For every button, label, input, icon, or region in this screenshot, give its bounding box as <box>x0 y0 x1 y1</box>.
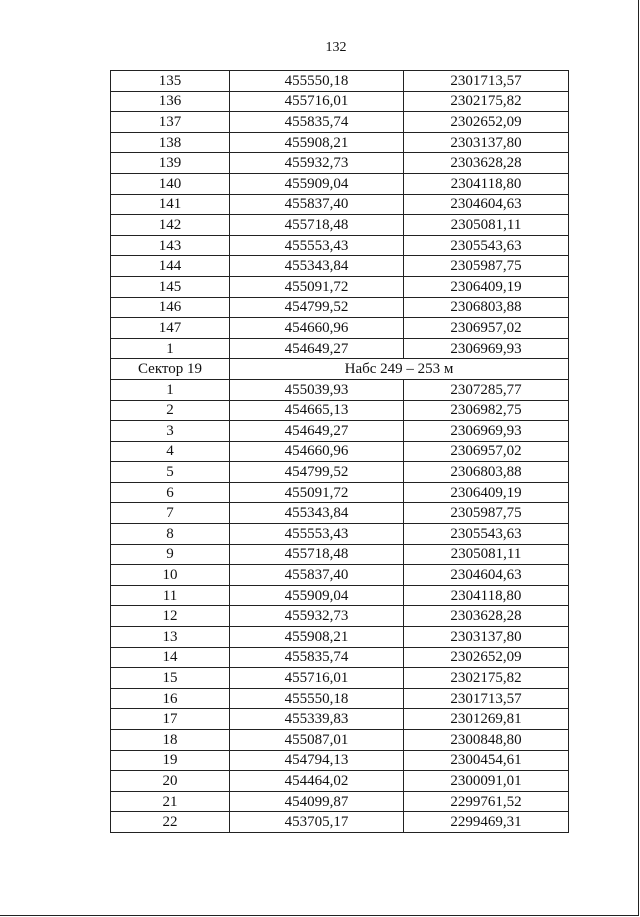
coord-y: 2306982,75 <box>404 400 569 421</box>
coord-y: 2303137,80 <box>404 132 569 153</box>
coord-x: 455718,48 <box>230 215 404 236</box>
coord-y: 2302175,82 <box>404 91 569 112</box>
coord-x: 454665,13 <box>230 400 404 421</box>
table-row <box>111 585 569 606</box>
coord-x: 455932,73 <box>230 606 404 627</box>
coord-x: 454799,52 <box>230 297 404 318</box>
coord-y: 2301269,81 <box>404 709 569 730</box>
page-number: 132 <box>325 40 347 55</box>
table-row <box>111 297 569 318</box>
point-number: 22 <box>111 812 230 833</box>
table-row <box>111 750 569 771</box>
coord-y: 2306803,88 <box>404 462 569 483</box>
table-row <box>111 709 569 730</box>
coord-y: 2306969,93 <box>404 421 569 442</box>
point-number: 142 <box>111 215 230 236</box>
table-row <box>111 791 569 812</box>
table-row <box>111 112 569 133</box>
table-row <box>111 462 569 483</box>
coord-x: 454099,87 <box>230 791 404 812</box>
coord-x: 455716,01 <box>230 91 404 112</box>
table-row <box>111 379 569 400</box>
table-row <box>111 400 569 421</box>
coord-y: 2302652,09 <box>404 112 569 133</box>
coord-y: 2305081,11 <box>404 544 569 565</box>
coord-x: 455932,73 <box>230 153 404 174</box>
point-number: 136 <box>111 91 230 112</box>
sector-row <box>111 359 569 380</box>
coord-y: 2300091,01 <box>404 771 569 792</box>
point-number: 2 <box>111 400 230 421</box>
point-number: 9 <box>111 544 230 565</box>
table-row <box>111 627 569 648</box>
coord-x: 455837,40 <box>230 565 404 586</box>
table-row <box>111 153 569 174</box>
coord-y: 2302652,09 <box>404 647 569 668</box>
table-row <box>111 544 569 565</box>
coord-y: 2299761,52 <box>404 791 569 812</box>
coord-y: 2302175,82 <box>404 668 569 689</box>
coord-x: 455550,18 <box>230 688 404 709</box>
table-row <box>111 318 569 339</box>
point-number: 18 <box>111 730 230 751</box>
coord-y: 2304604,63 <box>404 565 569 586</box>
table-row <box>111 771 569 792</box>
coord-y: 2305081,11 <box>404 215 569 236</box>
point-number: 12 <box>111 606 230 627</box>
coord-x: 455339,83 <box>230 709 404 730</box>
coord-x: 454464,02 <box>230 771 404 792</box>
table-row <box>111 565 569 586</box>
point-number: 137 <box>111 112 230 133</box>
coord-x: 454649,27 <box>230 338 404 359</box>
table-body-before <box>111 71 569 359</box>
coord-x: 455553,43 <box>230 235 404 256</box>
sector-height: Набс 249 – 253 м <box>230 359 569 380</box>
point-number: 135 <box>111 71 230 92</box>
coord-x: 455343,84 <box>230 503 404 524</box>
table-row <box>111 421 569 442</box>
point-number: 141 <box>111 194 230 215</box>
coord-x: 455909,04 <box>230 585 404 606</box>
coord-x: 455835,74 <box>230 112 404 133</box>
point-number: 8 <box>111 524 230 545</box>
coord-x: 455553,43 <box>230 524 404 545</box>
point-number: 10 <box>111 565 230 586</box>
table-row <box>111 524 569 545</box>
table-row <box>111 132 569 153</box>
coord-x: 454799,52 <box>230 462 404 483</box>
table-row <box>111 647 569 668</box>
table-row <box>111 91 569 112</box>
table-row <box>111 730 569 751</box>
coord-x: 454794,13 <box>230 750 404 771</box>
coord-y: 2304118,80 <box>404 585 569 606</box>
point-number: 4 <box>111 441 230 462</box>
point-number: 139 <box>111 153 230 174</box>
point-number: 138 <box>111 132 230 153</box>
coord-x: 454660,96 <box>230 318 404 339</box>
coord-x: 455908,21 <box>230 627 404 648</box>
point-number: 1 <box>111 379 230 400</box>
table-row <box>111 503 569 524</box>
coord-x: 454660,96 <box>230 441 404 462</box>
coord-x: 455909,04 <box>230 173 404 194</box>
table-row <box>111 173 569 194</box>
coord-x: 455091,72 <box>230 276 404 297</box>
coord-y: 2303137,80 <box>404 627 569 648</box>
coord-y: 2306969,93 <box>404 338 569 359</box>
coord-x: 455835,74 <box>230 647 404 668</box>
coord-x: 455091,72 <box>230 482 404 503</box>
point-number: 11 <box>111 585 230 606</box>
coord-x: 454649,27 <box>230 421 404 442</box>
point-number: 147 <box>111 318 230 339</box>
point-number: 16 <box>111 688 230 709</box>
coordinates-table <box>110 70 569 833</box>
table-row <box>111 194 569 215</box>
coord-y: 2301713,57 <box>404 688 569 709</box>
table-row <box>111 235 569 256</box>
table-body-after <box>111 379 569 832</box>
coord-y: 2305987,75 <box>404 503 569 524</box>
point-number: 17 <box>111 709 230 730</box>
coord-x: 455550,18 <box>230 71 404 92</box>
coord-y: 2305543,63 <box>404 524 569 545</box>
coord-y: 2303628,28 <box>404 153 569 174</box>
point-number: 5 <box>111 462 230 483</box>
table-row <box>111 215 569 236</box>
coord-y: 2306409,19 <box>404 276 569 297</box>
sector-label: Сектор 19 <box>111 359 230 380</box>
point-number: 143 <box>111 235 230 256</box>
point-number: 145 <box>111 276 230 297</box>
table-row <box>111 482 569 503</box>
coord-x: 455343,84 <box>230 256 404 277</box>
table-row <box>111 256 569 277</box>
coord-y: 2305543,63 <box>404 235 569 256</box>
coord-y: 2299469,31 <box>404 812 569 833</box>
point-number: 15 <box>111 668 230 689</box>
coord-y: 2306409,19 <box>404 482 569 503</box>
coord-y: 2301713,57 <box>404 71 569 92</box>
point-number: 19 <box>111 750 230 771</box>
coord-y: 2306957,02 <box>404 441 569 462</box>
coord-x: 453705,17 <box>230 812 404 833</box>
coord-y: 2307285,77 <box>404 379 569 400</box>
table-row <box>111 441 569 462</box>
table-row <box>111 338 569 359</box>
coord-y: 2306803,88 <box>404 297 569 318</box>
coord-y: 2300454,61 <box>404 750 569 771</box>
point-number: 3 <box>111 421 230 442</box>
coord-x: 455718,48 <box>230 544 404 565</box>
table-row <box>111 688 569 709</box>
coord-x: 455908,21 <box>230 132 404 153</box>
coord-x: 455087,01 <box>230 730 404 751</box>
point-number: 20 <box>111 771 230 792</box>
coord-y: 2304118,80 <box>404 173 569 194</box>
table-row <box>111 606 569 627</box>
coord-y: 2306957,02 <box>404 318 569 339</box>
table-row <box>111 71 569 92</box>
point-number: 13 <box>111 627 230 648</box>
point-number: 140 <box>111 173 230 194</box>
coord-y: 2303628,28 <box>404 606 569 627</box>
point-number: 6 <box>111 482 230 503</box>
point-number: 14 <box>111 647 230 668</box>
point-number: 7 <box>111 503 230 524</box>
coord-y: 2300848,80 <box>404 730 569 751</box>
coord-x: 455716,01 <box>230 668 404 689</box>
coord-y: 2304604,63 <box>404 194 569 215</box>
coord-x: 455039,93 <box>230 379 404 400</box>
point-number: 146 <box>111 297 230 318</box>
point-number: 1 <box>111 338 230 359</box>
table-row <box>111 276 569 297</box>
point-number: 21 <box>111 791 230 812</box>
point-number: 144 <box>111 256 230 277</box>
table-row <box>111 668 569 689</box>
coord-y: 2305987,75 <box>404 256 569 277</box>
sector-header <box>111 359 569 380</box>
table-row <box>111 812 569 833</box>
coord-x: 455837,40 <box>230 194 404 215</box>
